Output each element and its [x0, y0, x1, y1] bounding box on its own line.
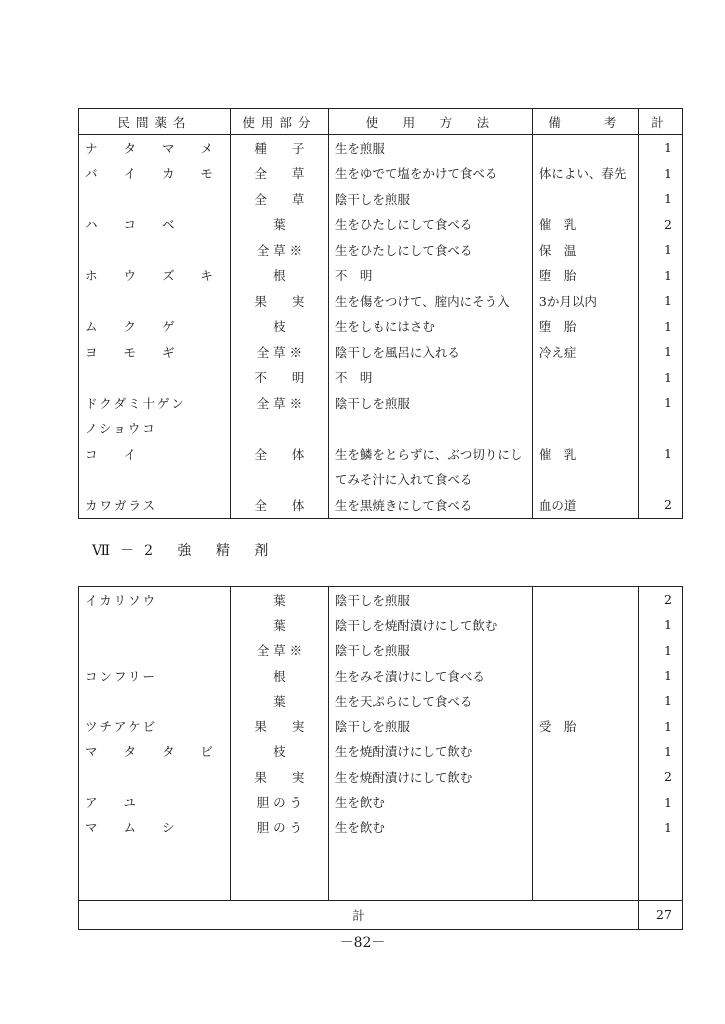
usage-method-cell: てみそ汁に入れて食べる — [328, 467, 532, 493]
medicine-name-cell: ム ク ゲ — [79, 314, 231, 340]
usage-method-cell: 陰干しを風呂に入れる — [328, 339, 532, 365]
medicine-name-cell: イカリソウ — [79, 587, 231, 613]
remarks-cell: 催 乳 — [532, 212, 638, 238]
count-cell: 1 — [638, 288, 682, 314]
part-used-cell: 果 実 — [230, 713, 328, 738]
usage-method-cell: 生をゆでて塩をかけて食べる — [328, 161, 532, 187]
medicine-name-cell — [79, 288, 231, 314]
remarks-cell: 体によい、春先 — [532, 161, 638, 187]
usage-method-cell: 陰干しを煎服 — [328, 186, 532, 212]
blank-cell — [328, 840, 532, 901]
medicine-name-cell: ホ ウ ズ キ — [79, 263, 231, 289]
table-row — [79, 764, 683, 789]
count-cell: 1 — [638, 135, 682, 161]
usage-method-cell: 生をひたしにして食べる — [328, 237, 532, 263]
remarks-cell: 堕 胎 — [532, 314, 638, 340]
medicine-name-cell — [79, 638, 231, 663]
usage-method-cell: 生を焼酎漬けにして飲む — [328, 764, 532, 789]
part-used-cell: 枝 — [230, 739, 328, 764]
section-heading: Ⅶ－2 強 精 剤 — [92, 543, 279, 559]
total-value: 27 — [638, 900, 682, 929]
part-used-cell: 葉 — [230, 212, 328, 238]
part-used-cell — [230, 467, 328, 493]
remarks-cell — [532, 467, 638, 493]
count-cell: 1 — [638, 263, 682, 289]
table-row — [79, 688, 683, 713]
count-cell: 1 — [638, 663, 682, 688]
count-cell: 1 — [638, 612, 682, 637]
usage-method-cell: 生を焼酎漬けにして飲む — [328, 739, 532, 764]
blank-cell — [79, 840, 231, 901]
table-row — [79, 212, 683, 238]
table-row — [79, 135, 683, 161]
medicine-name-cell: カワガラス — [79, 492, 231, 518]
usage-method-cell: 生を煎服 — [328, 135, 532, 161]
part-used-cell: 果 実 — [230, 288, 328, 314]
table-row — [79, 612, 683, 637]
count-cell: 1 — [638, 339, 682, 365]
table-row — [79, 638, 683, 663]
header-usage-method: 使 用 方 法 — [328, 109, 532, 135]
medicine-name-cell: マ タ タ ビ — [79, 739, 231, 764]
count-cell: 1 — [638, 186, 682, 212]
table-row — [79, 663, 683, 688]
header-part-used: 使用部分 — [230, 109, 328, 135]
count-cell: 1 — [638, 314, 682, 340]
remarks-cell: 受 胎 — [532, 713, 638, 738]
medicine-name-cell — [79, 237, 231, 263]
medicine-name-cell: ツチアケビ — [79, 713, 231, 738]
remarks-cell: 保 温 — [532, 237, 638, 263]
usage-method-cell: 生をしもにはさむ — [328, 314, 532, 340]
part-used-cell: 葉 — [230, 612, 328, 637]
table-2-body — [79, 587, 683, 901]
usage-method-cell: 生を傷をつけて、腟内にそう入 — [328, 288, 532, 314]
count-cell: 2 — [638, 764, 682, 789]
table-row — [79, 815, 683, 840]
part-used-cell — [230, 416, 328, 442]
blank-cell — [230, 840, 328, 901]
usage-method-cell: 不 明 — [328, 263, 532, 289]
part-used-cell: 種 子 — [230, 135, 328, 161]
count-cell: 1 — [638, 638, 682, 663]
count-cell: 1 — [638, 789, 682, 814]
total-row — [79, 900, 683, 929]
remarks-cell — [532, 365, 638, 391]
remarks-cell: 3か月以内 — [532, 288, 638, 314]
header-remarks: 備 考 — [532, 109, 638, 135]
count-cell — [638, 416, 682, 442]
usage-method-cell: 陰干しを焼酎漬けにして飲む — [328, 612, 532, 637]
header-count: 計 — [638, 109, 682, 135]
remarks-cell: 血の道 — [532, 492, 638, 518]
table-row — [79, 587, 683, 613]
count-cell: 1 — [638, 441, 682, 467]
usage-method-cell: 生を飲む — [328, 815, 532, 840]
table-row — [79, 314, 683, 340]
table-row — [79, 237, 683, 263]
count-cell: 1 — [638, 390, 682, 416]
table-row — [79, 441, 683, 467]
count-cell — [638, 467, 682, 493]
remarks-cell — [532, 638, 638, 663]
table-row — [79, 789, 683, 814]
table-header-row — [79, 109, 683, 135]
remarks-cell — [532, 815, 638, 840]
table-row — [79, 288, 683, 314]
table-1-body — [79, 135, 683, 519]
medicine-name-cell — [79, 764, 231, 789]
blank-cell — [638, 840, 682, 901]
usage-method-cell: 生をみそ漬けにして食べる — [328, 663, 532, 688]
medicine-name-cell: バ イ カ モ — [79, 161, 231, 187]
part-used-cell: 胆 の う — [230, 789, 328, 814]
count-cell: 1 — [638, 237, 682, 263]
usage-method-cell: 生を鱗をとらずに、ぶつ切りにし — [328, 441, 532, 467]
count-cell: 2 — [638, 492, 682, 518]
table-row — [79, 365, 683, 391]
table-row — [79, 186, 683, 212]
remarks-cell — [532, 688, 638, 713]
total-label: 計 — [79, 900, 639, 929]
table-row — [79, 161, 683, 187]
medicine-name-cell: ア ユ — [79, 789, 231, 814]
medicine-name-cell: ノショウコ — [79, 416, 231, 442]
part-used-cell: 全 体 — [230, 441, 328, 467]
part-used-cell: 全 体 — [230, 492, 328, 518]
medicine-name-cell: コンフリー — [79, 663, 231, 688]
usage-method-cell: 生を天ぷらにして食べる — [328, 688, 532, 713]
remarks-cell — [532, 789, 638, 814]
medicine-name-cell — [79, 365, 231, 391]
remarks-cell — [532, 739, 638, 764]
count-cell: 1 — [638, 688, 682, 713]
remarks-cell — [532, 764, 638, 789]
usage-method-cell: 陰干しを煎服 — [328, 587, 532, 613]
table-row — [79, 467, 683, 493]
remarks-cell — [532, 390, 638, 416]
count-cell: 1 — [638, 365, 682, 391]
count-cell: 1 — [638, 161, 682, 187]
medicine-name-cell: ドクダミ十ゲン — [79, 390, 231, 416]
medicine-name-cell: ヨ モ ギ — [79, 339, 231, 365]
usage-method-cell: 生を黒焼きにして食べる — [328, 492, 532, 518]
medicine-name-cell: ナ タ マ メ — [79, 135, 231, 161]
count-cell: 2 — [638, 212, 682, 238]
medicine-name-cell — [79, 688, 231, 713]
table-row — [79, 492, 683, 518]
blank-cell — [532, 840, 638, 901]
part-used-cell: 葉 — [230, 587, 328, 613]
table-row — [79, 739, 683, 764]
part-used-cell: 枝 — [230, 314, 328, 340]
usage-method-cell: 陰干しを煎服 — [328, 638, 532, 663]
usage-method-cell: 不 明 — [328, 365, 532, 391]
table-row — [79, 339, 683, 365]
count-cell: 1 — [638, 815, 682, 840]
remarks-cell — [532, 135, 638, 161]
medicine-name-cell: マ ム シ — [79, 815, 231, 840]
count-cell: 1 — [638, 739, 682, 764]
part-used-cell: 根 — [230, 663, 328, 688]
remarks-cell: 冷え症 — [532, 339, 638, 365]
medicine-table-2 — [78, 586, 683, 930]
blank-row — [79, 840, 683, 901]
part-used-cell: 全 草 — [230, 186, 328, 212]
medicine-table-1 — [78, 108, 683, 519]
medicine-name-cell — [79, 186, 231, 212]
medicine-name-cell — [79, 612, 231, 637]
part-used-cell: 果 実 — [230, 764, 328, 789]
part-used-cell: 全 草 — [230, 161, 328, 187]
part-used-cell: 全 草 ※ — [230, 237, 328, 263]
part-used-cell: 全 草 ※ — [230, 390, 328, 416]
part-used-cell: 胆 の う — [230, 815, 328, 840]
table-row — [79, 713, 683, 738]
count-cell: 2 — [638, 587, 682, 613]
usage-method-cell — [328, 416, 532, 442]
remarks-cell: 催 乳 — [532, 441, 638, 467]
table-row — [79, 416, 683, 442]
medicine-name-cell: ハ コ ベ — [79, 212, 231, 238]
part-used-cell: 不 明 — [230, 365, 328, 391]
table-row — [79, 390, 683, 416]
remarks-cell — [532, 587, 638, 613]
page-number: －82－ — [339, 935, 386, 951]
part-used-cell: 全 草 ※ — [230, 339, 328, 365]
part-used-cell: 全 草 ※ — [230, 638, 328, 663]
usage-method-cell: 陰干しを煎服 — [328, 713, 532, 738]
medicine-name-cell — [79, 467, 231, 493]
usage-method-cell: 生をひたしにして食べる — [328, 212, 532, 238]
remarks-cell — [532, 612, 638, 637]
medicine-name-cell: コ イ — [79, 441, 231, 467]
usage-method-cell: 陰干しを煎服 — [328, 390, 532, 416]
table-row — [79, 263, 683, 289]
remarks-cell — [532, 416, 638, 442]
usage-method-cell: 生を飲む — [328, 789, 532, 814]
part-used-cell: 根 — [230, 263, 328, 289]
count-cell: 1 — [638, 713, 682, 738]
part-used-cell: 葉 — [230, 688, 328, 713]
header-folk-medicine-name: 民間薬名 — [79, 109, 231, 135]
remarks-cell — [532, 186, 638, 212]
remarks-cell: 堕 胎 — [532, 263, 638, 289]
remarks-cell — [532, 663, 638, 688]
